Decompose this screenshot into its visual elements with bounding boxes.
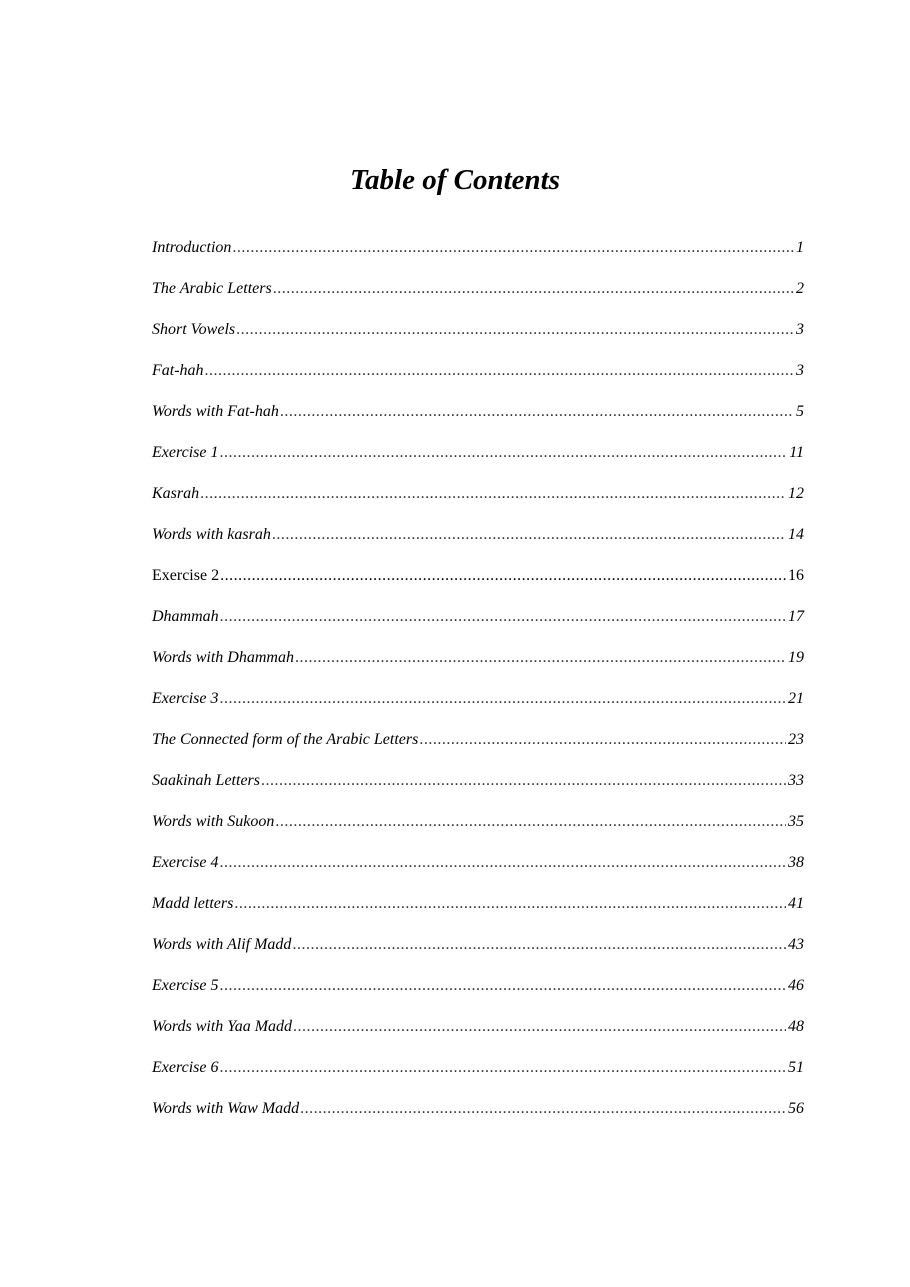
dot-leader — [205, 355, 794, 387]
dot-leader — [272, 519, 786, 551]
toc-entry[interactable] — [152, 683, 804, 724]
toc-entry-label[interactable]: Introduction — [152, 239, 232, 256]
toc-entry-label[interactable]: Words with Yaa Madd — [152, 1018, 293, 1035]
toc-entry[interactable] — [152, 1052, 804, 1093]
toc-entry-label[interactable]: Exercise 5 — [152, 977, 219, 994]
toc-entry-page-number[interactable]: 38 — [788, 854, 804, 871]
toc-entry-label[interactable]: The Connected form of the Arabic Letters — [152, 731, 419, 748]
dot-leader — [200, 478, 786, 510]
toc-entry-label[interactable]: Exercise 3 — [152, 690, 219, 707]
toc-entry-label[interactable]: Exercise 4 — [152, 854, 219, 871]
toc-entry-page-number[interactable]: 1 — [796, 239, 804, 256]
dot-leader — [293, 1011, 786, 1043]
toc-entry-page-number[interactable]: 3 — [796, 321, 804, 338]
toc-entry-page-number[interactable]: 35 — [788, 813, 804, 830]
toc-entry[interactable] — [152, 601, 804, 642]
toc-entry-page-number[interactable]: 19 — [788, 649, 804, 666]
toc-entry-page-number[interactable]: 56 — [788, 1100, 804, 1117]
dot-leader — [295, 642, 786, 674]
dot-leader — [300, 1093, 786, 1125]
toc-entry[interactable] — [152, 888, 804, 929]
toc-entry[interactable] — [152, 314, 804, 355]
dot-leader — [234, 888, 786, 920]
toc-entry-page-number[interactable]: 33 — [788, 772, 804, 789]
toc-entry-label[interactable]: Fat-hah — [152, 362, 204, 379]
page-title: Table of Contents — [349, 164, 560, 196]
toc-entry-label[interactable]: Saakinah Letters — [152, 772, 260, 789]
dot-leader — [220, 601, 786, 633]
toc-entry[interactable] — [152, 724, 804, 765]
toc-entry[interactable] — [152, 765, 804, 806]
dot-leader — [219, 437, 787, 469]
dot-leader — [220, 560, 786, 592]
toc-entry-label[interactable]: Exercise 6 — [152, 1059, 219, 1076]
toc-entry[interactable] — [152, 273, 804, 314]
dot-leader — [232, 232, 794, 264]
toc-entry-page-number[interactable]: 46 — [788, 977, 804, 994]
toc-entry-label[interactable]: The Arabic Letters — [152, 280, 272, 297]
toc-entry-page-number[interactable]: 11 — [789, 444, 804, 461]
toc-entry-label[interactable]: Words with Alif Madd — [152, 936, 292, 953]
dot-leader — [219, 970, 786, 1002]
toc-entry[interactable] — [152, 232, 804, 273]
toc-entry-label[interactable]: Exercise 2 — [152, 567, 220, 584]
toc-entry-label[interactable]: Words with kasrah — [152, 526, 271, 543]
toc-entry-label[interactable]: Short Vowels — [152, 321, 236, 338]
toc-entry-page-number[interactable]: 51 — [788, 1059, 804, 1076]
toc-entry-page-number[interactable]: 14 — [788, 526, 804, 543]
dot-leader — [236, 314, 794, 346]
dot-leader — [261, 765, 786, 797]
toc-entry[interactable] — [152, 929, 804, 970]
toc-entry-page-number[interactable]: 12 — [788, 485, 804, 502]
toc-entry-label[interactable]: Dhammah — [152, 608, 219, 625]
toc-entry-page-number[interactable]: 2 — [796, 280, 804, 297]
dot-leader — [273, 273, 794, 305]
toc-list — [152, 232, 804, 1134]
toc-entry-page-number[interactable]: 48 — [788, 1018, 804, 1035]
toc-entry[interactable] — [152, 355, 804, 396]
toc-entry-label[interactable]: Words with Waw Madd — [152, 1100, 300, 1117]
toc-entry-label[interactable]: Madd letters — [152, 895, 234, 912]
toc-entry-label[interactable]: Words with Sukoon — [152, 813, 275, 830]
dot-leader — [219, 847, 786, 879]
dot-leader — [219, 1052, 786, 1084]
toc-entry[interactable] — [152, 478, 804, 519]
toc-entry-page-number[interactable]: 16 — [788, 567, 804, 584]
toc-entry-label[interactable]: Words with Fat-hah — [152, 403, 279, 420]
dot-leader — [292, 929, 786, 961]
toc-entry[interactable] — [152, 1011, 804, 1052]
dot-leader — [419, 724, 786, 756]
toc-entry-page-number[interactable]: 3 — [796, 362, 804, 379]
dot-leader — [219, 683, 786, 715]
toc-entry-label[interactable]: Words with Dhammah — [152, 649, 294, 666]
toc-entry-page-number[interactable]: 17 — [788, 608, 804, 625]
toc-entry[interactable] — [152, 847, 804, 888]
toc-entry[interactable] — [152, 642, 804, 683]
toc-entry[interactable] — [152, 560, 804, 601]
toc-entry-label[interactable]: Exercise 1 — [152, 444, 219, 461]
toc-entry-page-number[interactable]: 23 — [788, 731, 804, 748]
dot-leader — [280, 396, 794, 428]
toc-entry-page-number[interactable]: 21 — [788, 690, 804, 707]
toc-entry-page-number[interactable]: 41 — [788, 895, 804, 912]
toc-entry[interactable] — [152, 806, 804, 847]
toc-entry[interactable] — [152, 1093, 804, 1134]
toc-entry-label[interactable]: Kasrah — [152, 485, 200, 502]
toc-entry[interactable] — [152, 519, 804, 560]
toc-entry[interactable] — [152, 396, 804, 437]
toc-entry[interactable] — [152, 437, 804, 478]
dot-leader — [275, 806, 786, 838]
toc-entry[interactable] — [152, 970, 804, 1011]
toc-entry-page-number[interactable]: 5 — [796, 403, 804, 420]
toc-entry-page-number[interactable]: 43 — [788, 936, 804, 953]
